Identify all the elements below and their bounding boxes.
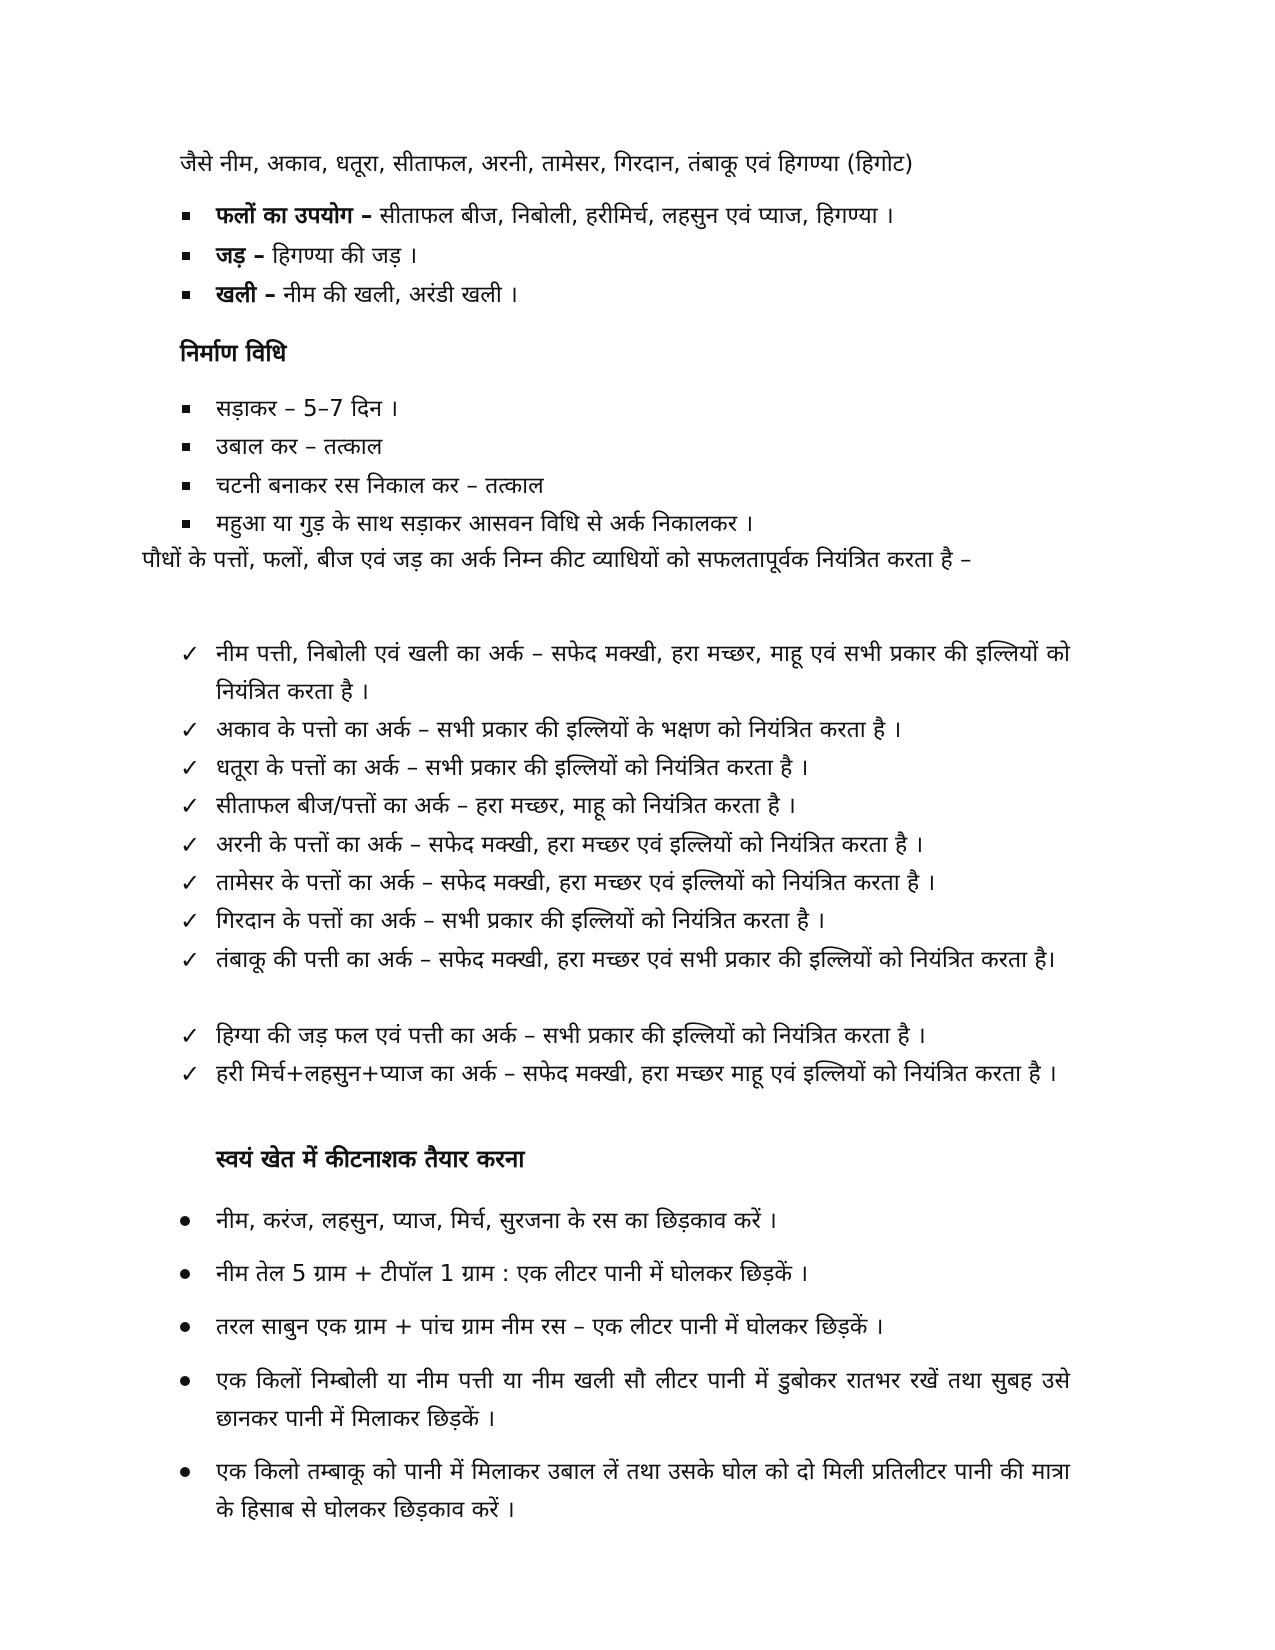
parts-item-label: खली – bbox=[216, 282, 276, 308]
check-item: सीताफल बीज/पत्तों का अर्क – हरा मच्छर, माहू को नियंत्रित करता है । bbox=[216, 793, 796, 819]
check-item: गिरदान के पत्तों का अर्क – सभी प्रकार की इल्लियों को नियंत्रित करता है । bbox=[216, 908, 825, 934]
checkmark-icon: ✓ bbox=[180, 869, 201, 897]
square-bullet-icon bbox=[182, 405, 190, 413]
check-item: हरी मिर्च+लहसुन+प्याज का अर्क – सफेद मक्खी, हरा मच्छर माहू एवं इल्लियों को नियंत्रित करता है । bbox=[216, 1061, 1057, 1087]
check-item: हिग्या की जड़ फल एवं पत्ती का अर्क – सभी प्रकार की इल्लियों को नियंत्रित करता है । bbox=[216, 1023, 926, 1049]
method-item: महुआ या गुड़ के साथ सड़ाकर आसवन विधि से अर्क निकालकर । bbox=[216, 511, 754, 537]
parts-item bbox=[216, 278, 518, 312]
field-heading: स्वयं खेत में कीटनाशक तैयार करना bbox=[216, 1145, 525, 1173]
checkmark-icon: ✓ bbox=[180, 1022, 201, 1050]
summary-paragraph: पौधों के पत्तों, फलों, बीज एवं जड़ का अर्क निम्न कीट व्याधियों को सफलतापूर्वक नियंत्रित करता है – bbox=[142, 547, 972, 573]
checkmark-icon: ✓ bbox=[180, 716, 201, 744]
parts-item-text: हिगण्या की जड़ । bbox=[272, 243, 418, 269]
parts-item-label: जड़ – bbox=[216, 243, 265, 269]
check-item: तंबाकू की पत्ती का अर्क – सफेद मक्खी, हरा मच्छर एवं सभी प्रकार की इल्लियों को नियंत्रित करता है। bbox=[216, 947, 1056, 973]
square-bullet-icon bbox=[182, 443, 190, 451]
round-bullet-icon bbox=[180, 1467, 190, 1477]
checkmark-icon: ✓ bbox=[180, 754, 201, 782]
square-bullet-icon bbox=[182, 520, 190, 528]
square-bullet-icon bbox=[182, 212, 190, 220]
round-bullet-icon bbox=[180, 1216, 190, 1226]
check-item: अकाव के पत्तो का अर्क – सभी प्रकार की इल्लियों के भक्षण को नियंत्रित करता है । bbox=[216, 717, 902, 743]
check-item: नीम पत्ती, निबोली एवं खली का अर्क – सफेद मक्खी, हरा मच्छर, माहू एवं सभी प्रकार की इल्लियों को नियंत्रित करता है । bbox=[216, 641, 1070, 705]
parts-item-text: नीम की खली, अरंडी खली । bbox=[283, 282, 518, 308]
square-bullet-icon bbox=[182, 482, 190, 490]
checkmark-icon: ✓ bbox=[180, 1060, 201, 1088]
checkmark-icon: ✓ bbox=[180, 640, 201, 668]
parts-item-text: सीताफल बीज, निबोली, हरीमिर्च, लहसुन एवं प्याज, हिगण्या । bbox=[379, 203, 894, 229]
method-heading: निर्माण विधि bbox=[180, 339, 287, 367]
parts-item bbox=[216, 239, 417, 273]
checkmark-icon: ✓ bbox=[180, 907, 201, 935]
check-item: अरनी के पत्तों का अर्क – सफेद मक्खी, हरा मच्छर एवं इल्लियों को नियंत्रित करता है । bbox=[216, 832, 924, 858]
square-bullet-icon bbox=[182, 252, 190, 260]
field-item: नीम, करंज, लहसुन, प्याज, मिर्च, सुरजना के रस का छिड़काव करें । bbox=[216, 1208, 777, 1234]
parts-item-label: फलों का उपयोग – bbox=[216, 203, 373, 229]
round-bullet-icon bbox=[180, 1376, 190, 1386]
field-item: एक किलो तम्बाकू को पानी में मिलाकर उबाल लें तथा उसके घोल को दो मिली प्रतिलीटर पानी की मात्रा के हिसाब से घोलकर छिड़काव करें । bbox=[216, 1459, 1070, 1523]
checkmark-icon: ✓ bbox=[180, 792, 201, 820]
field-item: नीम तेल 5 ग्राम + टीपॉल 1 ग्राम : एक लीटर पानी में घोलकर छिड़कें । bbox=[216, 1261, 809, 1287]
parts-item bbox=[216, 199, 894, 233]
method-item: चटनी बनाकर रस निकाल कर – तत्काल bbox=[216, 473, 544, 499]
checkmark-icon: ✓ bbox=[180, 946, 201, 974]
round-bullet-icon bbox=[180, 1269, 190, 1279]
field-item: एक किलों निम्बोली या नीम पत्ती या नीम खली सौ लीटर पानी में डुबोकर रातभर रखें तथा सुबह उसे छानकर पानी में मिलाकर छिड़कें । bbox=[216, 1368, 1070, 1432]
method-item: सड़ाकर – 5–7 दिन । bbox=[216, 396, 399, 422]
check-item: धतूरा के पत्तों का अर्क – सभी प्रकार की इल्लियों को नियंत्रित करता है । bbox=[216, 755, 809, 781]
round-bullet-icon bbox=[180, 1322, 190, 1332]
intro-text: जैसे नीम, अकाव, धतूरा, सीताफल, अरनी, तामेसर, गिरदान, तंबाकू एवं हिगण्या (हिगोट) bbox=[180, 151, 914, 177]
check-item: तामेसर के पत्तों का अर्क – सफेद मक्खी, हरा मच्छर एवं इल्लियों को नियंत्रित करता है । bbox=[216, 870, 936, 896]
field-item: तरल साबुन एक ग्राम + पांच ग्राम नीम रस – एक लीटर पानी में घोलकर छिड़कें । bbox=[216, 1314, 884, 1340]
checkmark-icon: ✓ bbox=[180, 831, 201, 859]
square-bullet-icon bbox=[182, 291, 190, 299]
method-item: उबाल कर – तत्काल bbox=[216, 434, 383, 460]
